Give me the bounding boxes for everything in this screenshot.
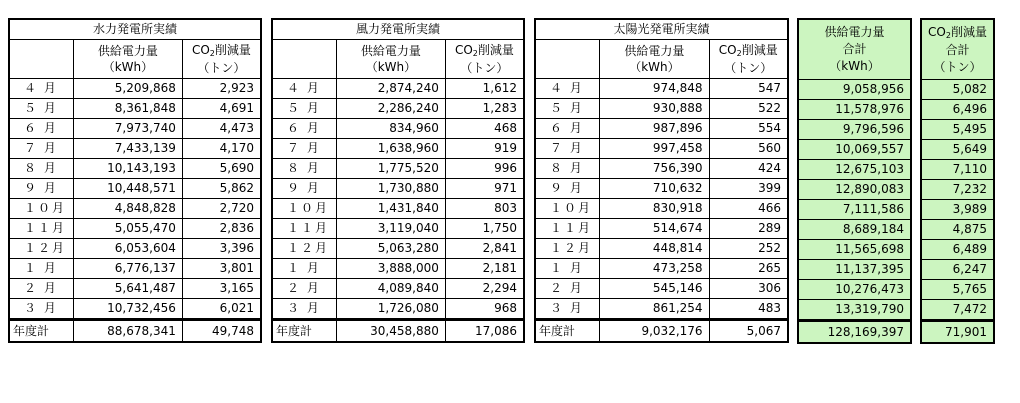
sum-co2-table	[920, 18, 995, 344]
table-row	[9, 239, 261, 259]
month-cell: １０月	[535, 199, 600, 219]
power-cell: 1,775,520	[337, 159, 446, 179]
total-label: 年度計	[9, 320, 74, 343]
table-row	[798, 160, 911, 180]
sum-value-cell: 9,058,956	[798, 80, 911, 100]
total-co2-cell: 17,086	[445, 320, 524, 343]
power-cell: 6,053,604	[74, 239, 183, 259]
power-header-unit: （kWh）	[102, 60, 154, 74]
table-row	[921, 120, 994, 140]
table-row	[921, 100, 994, 120]
sum-value-cell: 11,578,976	[798, 100, 911, 120]
table-row	[798, 260, 911, 280]
month-cell: １ 月	[535, 259, 600, 279]
co2-header-label	[446, 42, 523, 60]
power-cell: 997,458	[600, 139, 709, 159]
co2-cell: 968	[445, 299, 524, 320]
co2-cell: 1,750	[445, 219, 524, 239]
co2-cell: 2,841	[445, 239, 524, 259]
co2-cell: 560	[709, 139, 788, 159]
power-cell: 5,641,487	[74, 279, 183, 299]
month-header-blank	[535, 40, 600, 79]
month-cell: ９ 月	[535, 179, 600, 199]
sum-header-line3: （kWh）	[829, 59, 880, 73]
table-row	[535, 259, 788, 279]
month-cell: ４ 月	[9, 79, 74, 99]
total-row	[535, 320, 788, 343]
co2-cell: 3,165	[182, 279, 261, 299]
month-cell: ９ 月	[272, 179, 337, 199]
sum-power-table	[797, 18, 912, 344]
total-row	[9, 320, 261, 343]
power-cell: 830,918	[600, 199, 709, 219]
month-cell: ６ 月	[9, 119, 74, 139]
month-cell: ６ 月	[272, 119, 337, 139]
power-cell: 6,776,137	[74, 259, 183, 279]
table-row	[9, 79, 261, 99]
power-cell: 545,146	[600, 279, 709, 299]
table-row	[272, 79, 524, 99]
table-row	[272, 119, 524, 139]
month-cell: １０月	[9, 199, 74, 219]
co2-cell: 554	[709, 119, 788, 139]
sum-value-cell: 10,069,557	[798, 140, 911, 160]
co2-cell: 252	[709, 239, 788, 259]
co2-column-header	[445, 40, 524, 79]
table-row	[9, 279, 261, 299]
sum-value-cell: 6,489	[921, 240, 994, 260]
table-row	[921, 80, 994, 100]
table-row	[921, 220, 994, 240]
table-row	[272, 279, 524, 299]
co2-cell: 2,923	[182, 79, 261, 99]
power-cell: 1,726,080	[337, 299, 446, 320]
co2-cell: 2,720	[182, 199, 261, 219]
co2-header-unit: （トン）	[197, 61, 246, 75]
table-row	[272, 99, 524, 119]
solar-table	[534, 18, 789, 343]
co2-cell: 466	[709, 199, 788, 219]
hydro-table	[8, 18, 262, 343]
power-header-label: 供給電力量	[97, 44, 158, 58]
power-cell: 473,258	[600, 259, 709, 279]
co2-cell: 289	[709, 219, 788, 239]
co2-header-post: 削減量	[214, 43, 251, 57]
total-power-cell: 30,458,880	[337, 320, 446, 343]
sum-co2-post: 削減量	[950, 24, 987, 39]
co2-column-header	[709, 40, 788, 79]
sum-value-cell: 6,496	[921, 100, 994, 120]
sum-value-cell: 7,110	[921, 160, 994, 180]
power-column-header	[74, 40, 183, 79]
sum-value-cell: 12,890,083	[798, 180, 911, 200]
table-row	[9, 299, 261, 320]
table-row	[535, 79, 788, 99]
power-cell: 10,448,571	[74, 179, 183, 199]
co2-cell: 1,612	[445, 79, 524, 99]
wind-table	[271, 18, 525, 343]
month-cell: １１月	[9, 219, 74, 239]
co2-header-pre: CO	[718, 43, 737, 57]
table-row	[798, 100, 911, 120]
co2-cell: 4,473	[182, 119, 261, 139]
co2-cell: 399	[709, 179, 788, 199]
table-row	[535, 139, 788, 159]
sum-header-line2: 合計	[945, 42, 970, 57]
power-cell: 5,209,868	[74, 79, 183, 99]
power-cell: 4,848,828	[74, 199, 183, 219]
co2-header-unit: （トン）	[460, 61, 509, 75]
month-cell: ３ 月	[535, 299, 600, 320]
month-cell: ４ 月	[272, 79, 337, 99]
sum-value-cell: 12,675,103	[798, 160, 911, 180]
sum-value-cell: 13,319,790	[798, 300, 911, 321]
power-cell: 2,874,240	[337, 79, 446, 99]
sum-co2-pre: CO	[928, 24, 946, 39]
co2-header-sub: 2	[209, 49, 215, 58]
table-row	[272, 159, 524, 179]
table-row	[921, 160, 994, 180]
sum-header-line1	[922, 24, 993, 42]
sum-value-cell: 5,495	[921, 120, 994, 140]
co2-cell: 468	[445, 119, 524, 139]
month-cell: １０月	[272, 199, 337, 219]
co2-header-pre: CO	[454, 43, 473, 57]
month-cell: １２月	[272, 239, 337, 259]
co2-header-pre: CO	[191, 43, 210, 57]
table-row	[9, 139, 261, 159]
power-cell: 2,286,240	[337, 99, 446, 119]
sum-header-line1: 供給電力量	[824, 25, 885, 39]
table-row	[535, 199, 788, 219]
month-cell: １２月	[9, 239, 74, 259]
total-power-cell: 9,032,176	[600, 320, 709, 343]
sum-value-cell: 8,689,184	[798, 220, 911, 240]
table-row	[798, 280, 911, 300]
table-row	[921, 140, 994, 160]
month-cell: ５ 月	[272, 99, 337, 119]
table-row	[272, 239, 524, 259]
month-cell: ３ 月	[9, 299, 74, 320]
power-cell: 5,055,470	[74, 219, 183, 239]
power-cell: 1,730,880	[337, 179, 446, 199]
month-cell: １ 月	[9, 259, 74, 279]
month-header-blank	[9, 40, 74, 79]
table-row	[798, 220, 911, 240]
power-cell: 3,888,000	[337, 259, 446, 279]
power-cell: 834,960	[337, 119, 446, 139]
co2-header-label	[710, 42, 787, 60]
total-co2-cell: 49,748	[182, 320, 261, 343]
power-cell: 514,674	[600, 219, 709, 239]
table-row	[798, 120, 911, 140]
total-row	[921, 321, 994, 344]
co2-column-header	[182, 40, 261, 79]
power-header-label: 供給電力量	[360, 44, 421, 58]
co2-header-sub: 2	[472, 49, 478, 58]
month-cell: ７ 月	[272, 139, 337, 159]
co2-cell: 1,283	[445, 99, 524, 119]
co2-header-unit: （トン）	[724, 61, 773, 75]
power-cell: 756,390	[600, 159, 709, 179]
sum-total-cell: 71,901	[921, 321, 994, 344]
power-cell: 1,638,960	[337, 139, 446, 159]
co2-cell: 996	[445, 159, 524, 179]
plant-title: 水力発電所実績	[9, 19, 261, 40]
power-cell: 5,063,280	[337, 239, 446, 259]
power-cell: 10,732,456	[74, 299, 183, 320]
co2-cell: 2,836	[182, 219, 261, 239]
month-cell: １ 月	[272, 259, 337, 279]
power-sum-header	[798, 19, 911, 80]
table-row	[272, 299, 524, 320]
power-cell: 7,973,740	[74, 119, 183, 139]
table-row	[535, 159, 788, 179]
table-row	[798, 300, 911, 321]
total-co2-cell: 5,067	[709, 320, 788, 343]
co2-header-sub: 2	[736, 49, 742, 58]
power-column-header	[337, 40, 446, 79]
power-cell: 930,888	[600, 99, 709, 119]
sum-value-cell: 5,649	[921, 140, 994, 160]
sum-value-cell: 7,232	[921, 180, 994, 200]
month-cell: ４ 月	[535, 79, 600, 99]
table-row	[535, 99, 788, 119]
power-cell: 710,632	[600, 179, 709, 199]
co2-cell: 919	[445, 139, 524, 159]
month-cell: ３ 月	[272, 299, 337, 320]
plant-title: 太陽光発電所実績	[535, 19, 788, 40]
month-cell: ５ 月	[535, 99, 600, 119]
table-row	[9, 259, 261, 279]
sum-value-cell: 4,875	[921, 220, 994, 240]
total-row	[272, 320, 524, 343]
total-row	[798, 321, 911, 344]
month-cell: １２月	[535, 239, 600, 259]
sum-value-cell: 11,137,395	[798, 260, 911, 280]
month-cell: １１月	[272, 219, 337, 239]
power-header-label: 供給電力量	[624, 44, 685, 58]
sum-value-cell: 5,082	[921, 80, 994, 100]
power-cell: 974,848	[600, 79, 709, 99]
co2-cell: 803	[445, 199, 524, 219]
power-cell: 7,433,139	[74, 139, 183, 159]
month-cell: ２ 月	[535, 279, 600, 299]
co2-sum-header	[921, 19, 994, 80]
month-cell: ８ 月	[272, 159, 337, 179]
power-cell: 4,089,840	[337, 279, 446, 299]
co2-cell: 3,396	[182, 239, 261, 259]
co2-cell: 5,690	[182, 159, 261, 179]
co2-cell: 5,862	[182, 179, 261, 199]
month-cell: ９ 月	[9, 179, 74, 199]
table-row	[535, 179, 788, 199]
power-cell: 1,431,840	[337, 199, 446, 219]
table-row	[272, 179, 524, 199]
month-cell: ８ 月	[9, 159, 74, 179]
co2-cell: 2,181	[445, 259, 524, 279]
sum-header-line2: 合計	[842, 42, 867, 56]
sum-value-cell: 7,111,586	[798, 200, 911, 220]
table-row	[272, 259, 524, 279]
month-cell: ７ 月	[535, 139, 600, 159]
sum-co2-sub: 2	[945, 30, 951, 40]
table-row	[921, 180, 994, 200]
table-row	[9, 159, 261, 179]
plant-title: 風力発電所実績	[272, 19, 524, 40]
table-row	[921, 260, 994, 280]
month-cell: ２ 月	[9, 279, 74, 299]
table-row	[9, 119, 261, 139]
table-row	[9, 179, 261, 199]
power-header-unit: （kWh）	[365, 60, 417, 74]
table-row	[535, 299, 788, 320]
co2-cell: 3,801	[182, 259, 261, 279]
power-cell: 448,814	[600, 239, 709, 259]
power-column-header	[600, 40, 709, 79]
co2-cell: 4,691	[182, 99, 261, 119]
co2-cell: 2,294	[445, 279, 524, 299]
sum-header-line3: （トン）	[933, 59, 982, 74]
table-row	[535, 279, 788, 299]
table-row	[535, 119, 788, 139]
table-row	[272, 199, 524, 219]
month-cell: ２ 月	[272, 279, 337, 299]
month-cell: ７ 月	[9, 139, 74, 159]
month-cell: ６ 月	[535, 119, 600, 139]
month-cell: ８ 月	[535, 159, 600, 179]
sum-value-cell: 3,989	[921, 200, 994, 220]
table-row	[798, 180, 911, 200]
power-cell: 8,361,848	[74, 99, 183, 119]
power-cell: 10,143,193	[74, 159, 183, 179]
table-row	[921, 200, 994, 220]
month-header-blank	[272, 40, 337, 79]
total-label: 年度計	[535, 320, 600, 343]
power-cell: 3,119,040	[337, 219, 446, 239]
power-header-unit: （kWh）	[629, 60, 680, 74]
sum-value-cell: 7,472	[921, 300, 994, 321]
co2-cell: 306	[709, 279, 788, 299]
table-row	[798, 200, 911, 220]
table-row	[9, 199, 261, 219]
table-row	[272, 139, 524, 159]
co2-cell: 4,170	[182, 139, 261, 159]
table-row	[921, 240, 994, 260]
co2-header-post: 削減量	[741, 43, 778, 57]
table-row	[535, 219, 788, 239]
co2-cell: 547	[709, 79, 788, 99]
co2-header-post: 削減量	[477, 43, 514, 57]
power-cell: 987,896	[600, 119, 709, 139]
sum-value-cell: 9,796,596	[798, 120, 911, 140]
sum-value-cell: 5,765	[921, 280, 994, 300]
table-row	[272, 219, 524, 239]
sum-total-cell: 128,169,397	[798, 321, 911, 344]
sum-value-cell: 11,565,698	[798, 240, 911, 260]
table-row	[921, 300, 994, 321]
co2-cell: 424	[709, 159, 788, 179]
table-row	[798, 80, 911, 100]
table-row	[9, 99, 261, 119]
co2-cell: 522	[709, 99, 788, 119]
total-label: 年度計	[272, 320, 337, 343]
co2-cell: 265	[709, 259, 788, 279]
table-row	[798, 140, 911, 160]
co2-cell: 483	[709, 299, 788, 320]
table-row	[9, 219, 261, 239]
co2-cell: 6,021	[182, 299, 261, 320]
total-power-cell: 88,678,341	[74, 320, 183, 343]
co2-cell: 971	[445, 179, 524, 199]
co2-header-label	[183, 42, 260, 60]
table-row	[798, 240, 911, 260]
sum-value-cell: 10,276,473	[798, 280, 911, 300]
table-row	[921, 280, 994, 300]
month-cell: １１月	[535, 219, 600, 239]
power-cell: 861,254	[600, 299, 709, 320]
sum-value-cell: 6,247	[921, 260, 994, 280]
table-row	[535, 239, 788, 259]
month-cell: ５ 月	[9, 99, 74, 119]
